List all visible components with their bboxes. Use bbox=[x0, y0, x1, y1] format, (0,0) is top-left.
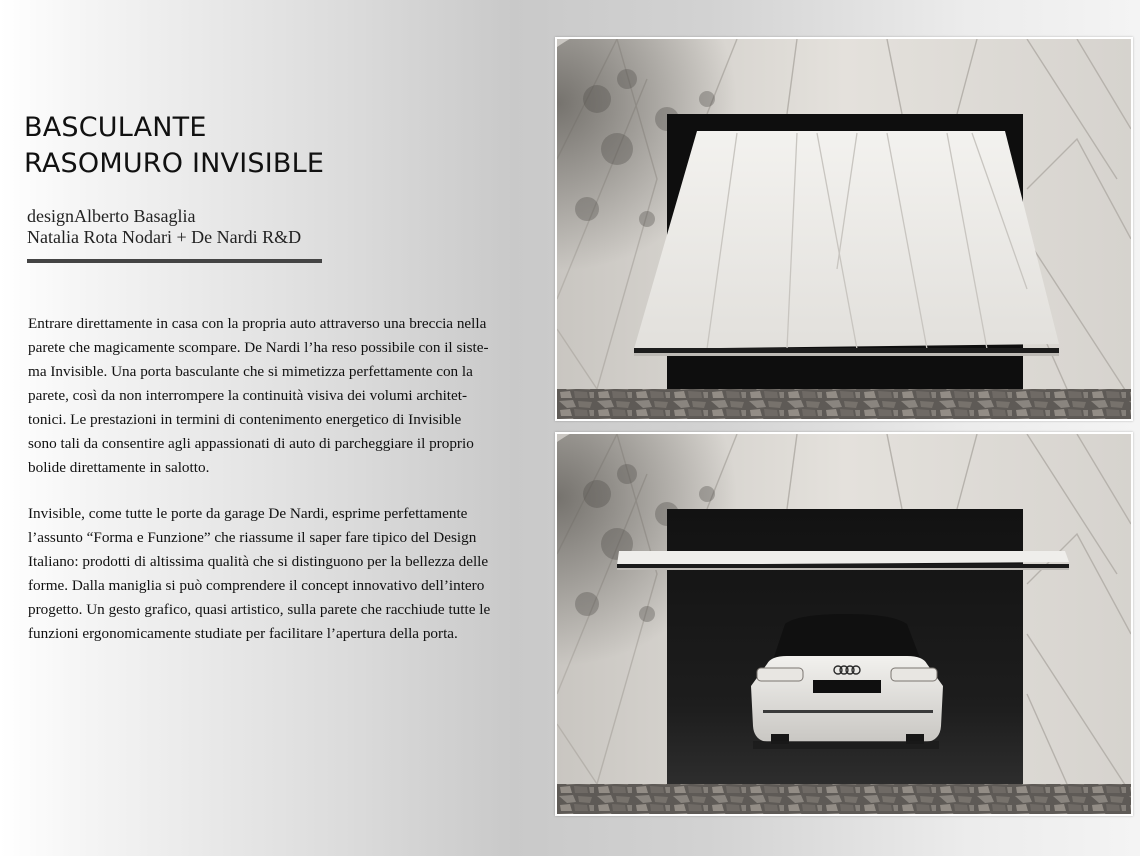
title-line-1: BASCULANTE bbox=[24, 112, 207, 143]
page-title bbox=[24, 110, 324, 182]
paragraph-line: parete, così da non interrompere la continuità visiva dei volumi architet- bbox=[28, 387, 468, 404]
paragraph-line: funzioni ergonomicamente studiate per facilitare l’apertura della porta. bbox=[28, 625, 458, 642]
credits-line-1: designAlberto Basaglia bbox=[27, 206, 196, 226]
photo-door-closing bbox=[555, 37, 1133, 421]
design-credits bbox=[27, 206, 301, 248]
credits-line-2: Natalia Rota Nodari + De Nardi R&D bbox=[27, 227, 302, 247]
paragraph-line: tonici. Le prestazioni in termini di contenimento energetico di Invisible bbox=[28, 411, 462, 428]
description-paragraph-1 bbox=[28, 312, 528, 480]
paragraph-line: Entrare direttamente in casa con la propria auto attraverso una breccia nella bbox=[28, 315, 487, 332]
photo-door-open-with-car bbox=[555, 432, 1133, 816]
paragraph-line: parete che magicamente scompare. De Nardi l’ha reso possibile con il siste- bbox=[28, 339, 489, 356]
paragraph-line: forme. Dalla maniglia si può comprendere il concept innovativo dell’intero bbox=[28, 577, 485, 594]
title-divider bbox=[27, 259, 322, 263]
paragraph-line: bolide direttamente in salotto. bbox=[28, 459, 210, 476]
paragraph-line: ma Invisible. Una porta basculante che si mimetizza perfettamente con la bbox=[28, 363, 473, 380]
paragraph-line: sono tali da consentire agli appassionati di auto di parcheggiare il proprio bbox=[28, 435, 474, 452]
paragraph-line: Invisible, come tutte le porte da garage De Nardi, esprime perfettamente bbox=[28, 505, 468, 522]
paragraph-line: progetto. Un gesto grafico, quasi artistico, sulla parete che racchiude tutte le bbox=[28, 601, 491, 618]
description-paragraph-2 bbox=[28, 502, 528, 646]
paragraph-line: Italiano: prodotti di altissima qualità che si distinguono per la bellezza delle bbox=[28, 553, 489, 570]
title-line-2: RASOMURO INVISIBLE bbox=[24, 148, 325, 179]
paragraph-line: l’assunto “Forma e Funzione” che riassume il saper fare tipico del Design bbox=[28, 529, 477, 546]
